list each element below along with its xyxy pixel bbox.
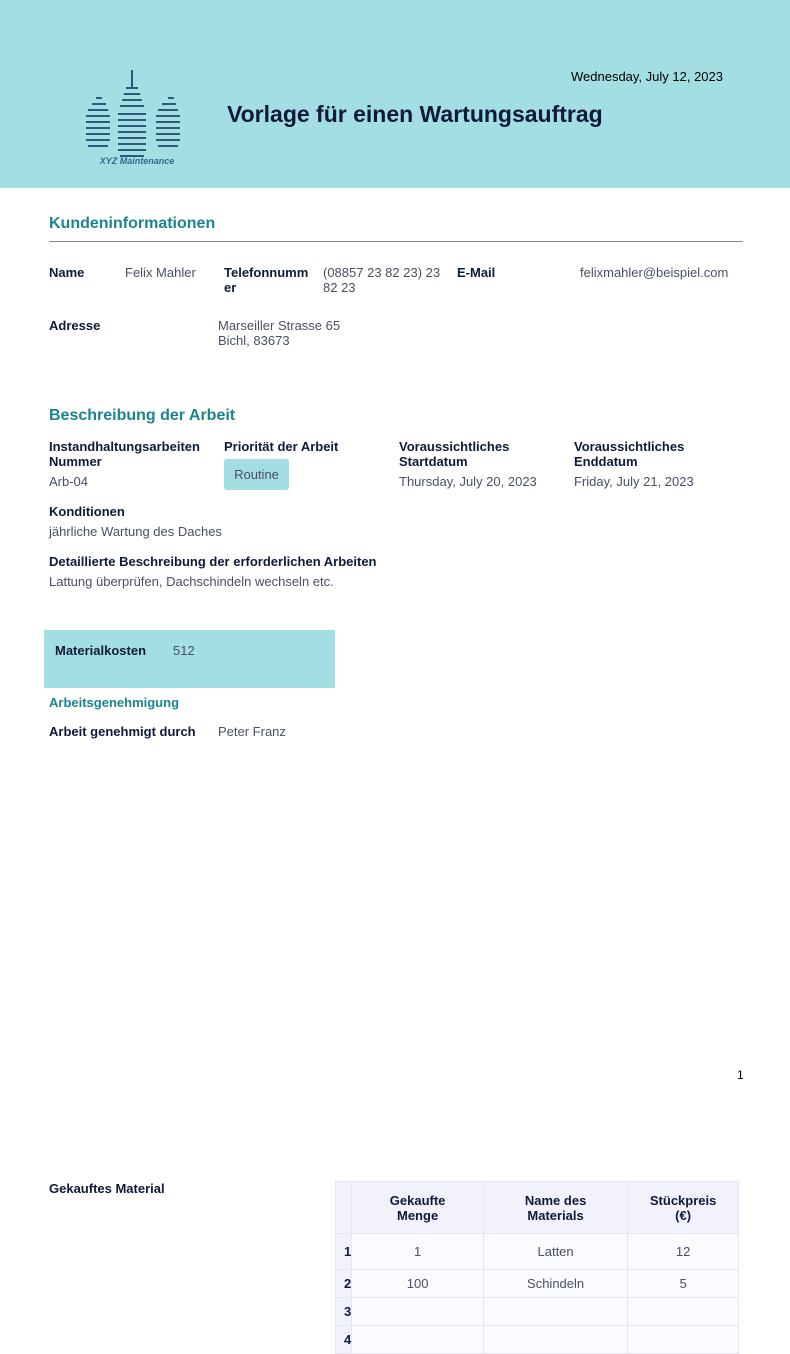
work-number-label: Instandhaltungsarbeiten Nummer [49,439,200,469]
material-costs-value: 512 [173,643,195,658]
customer-heading: Kundeninformationen [49,215,216,232]
table-header-row [336,1182,739,1234]
end-date-value: Friday, July 21, 2023 [574,474,694,489]
quantity-cell [352,1298,484,1326]
material-name-cell [483,1298,627,1326]
phone-value: (08857 23 82 23) 23 82 23 [323,265,441,295]
email-value: felixmahler@beispiel.com [580,265,729,280]
start-date-value: Thursday, July 20, 2023 [399,474,537,489]
table-row [336,1270,739,1298]
unit-price-cell [628,1298,739,1326]
column-header: Stückpreis (€) [628,1182,739,1234]
row-number: 3 [336,1298,352,1326]
material-name-cell: Latten [483,1234,627,1270]
table-row [336,1298,739,1326]
details-value: Lattung überprüfen, Dachschindeln wechseln etc. [49,574,334,589]
address-line1: Marseiller Strasse 65 [218,318,341,333]
materials-heading: Gekauftes Material [49,1181,165,1196]
table-row [336,1326,739,1354]
conditions-label: Konditionen [49,504,125,519]
column-header [336,1182,352,1234]
table-row [336,1234,739,1270]
document-date: Wednesday, July 12, 2023 [570,69,723,84]
work-number-value: Arb-04 [49,474,89,489]
conditions-value: jährliche Wartung des Daches [49,524,222,539]
priority-label: Priorität der Arbeit [224,439,339,454]
material-costs-label: Materialkosten [55,643,147,658]
material-name-cell: Schindeln [483,1270,627,1298]
address-label: Adresse [49,318,101,333]
address-line2: Bichl, 83673 [218,333,290,348]
approval-heading: Arbeitsgenehmigung [49,695,180,710]
end-date-label: Voraussichtliches Enddatum [574,439,685,469]
quantity-cell: 1 [352,1234,484,1270]
material-name-cell [483,1326,627,1354]
approved-by-value: Peter Franz [218,724,286,739]
divider [49,241,743,242]
unit-price-cell: 5 [628,1270,739,1298]
materials-table [335,1181,739,1354]
column-header: Gekaufte Menge [352,1182,484,1234]
name-label: Name [49,265,85,280]
unit-price-cell: 12 [628,1234,739,1270]
row-number: 4 [336,1326,352,1354]
priority-badge: Routine [224,459,289,490]
column-header: Name des Materials [483,1182,627,1234]
quantity-cell [352,1326,484,1354]
unit-price-cell [628,1326,739,1354]
logo-text: XYZ Maintenance [99,156,175,166]
details-label: Detaillierte Beschreibung der erforderlichen Arbeiten [49,554,377,569]
name-value: Felix Mahler [125,265,196,280]
row-number: 1 [336,1234,352,1270]
approved-by-label: Arbeit genehmigt durch [49,724,196,739]
page-number: 1 [737,1068,744,1082]
page-title: Vorlage für einen Wartungsauftrag [227,101,603,127]
phone-label: Telefonnumm er [224,265,309,295]
work-heading: Beschreibung der Arbeit [49,407,236,424]
email-label: E-Mail [457,265,496,280]
row-number: 2 [336,1270,352,1298]
material-costs-box [44,630,335,688]
start-date-label: Voraussichtliches Startdatum [399,439,510,469]
quantity-cell: 100 [352,1270,484,1298]
